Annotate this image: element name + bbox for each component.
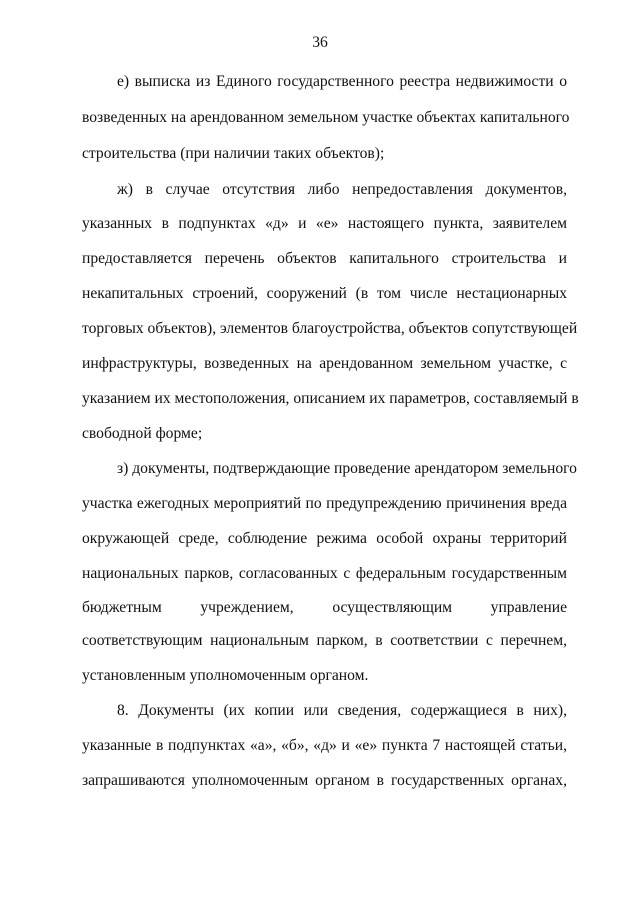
page-number: 36 (312, 34, 328, 51)
text-line: соответствующим национальным парком, в соответствии с перечнем, (82, 632, 567, 649)
text-line: участка ежегодных мероприятий по предупреждению причинения вреда (82, 495, 567, 512)
text-line: некапитальных строений, сооружений (в том числе нестационарных (82, 285, 567, 302)
text-line: окружающей среде, соблюдение режима особой охраны территорий (82, 530, 567, 547)
text-line: свободной форме; (82, 425, 203, 442)
text-line: установленным уполномоченным органом. (82, 667, 369, 684)
text-line: указанных в подпунктах «д» и «е» настоящего пункта, заявителем (82, 215, 567, 232)
text-line: строительства (при наличии таких объектов); (82, 145, 385, 162)
text-line: предоставляется перечень объектов капитального строительства и (82, 250, 567, 267)
text-line: бюджетным учреждением, осуществляющим управление (82, 599, 567, 616)
text-line: торговых объектов), элементов благоустройства, объектов сопутствующей (82, 320, 578, 337)
text-line: запрашиваются уполномоченным органом в государственных органах, (82, 772, 567, 789)
text-line: возведенных на арендованном земельном участке объектах капитального (82, 109, 570, 126)
text-line: 8. Документы (их копии или сведения, содержащиеся в них), (117, 702, 567, 719)
text-line: национальных парков, согласованных с федеральным государственным (82, 565, 567, 582)
text-line: указанные в подпунктах «а», «б», «д» и «е» пункта 7 настоящей статьи, (82, 737, 567, 754)
text-line: инфраструктуры, возведенных на арендованном земельном участке, с (82, 355, 567, 372)
text-line: е) выписка из Единого государственного реестра недвижимости о (117, 73, 567, 90)
text-line: ж) в случае отсутствия либо непредоставления документов, (117, 181, 567, 198)
text-line: з) документы, подтверждающие проведение арендатором земельного (117, 460, 577, 477)
text-line: указанием их местоположения, описанием их параметров, составляемый в (82, 390, 579, 407)
